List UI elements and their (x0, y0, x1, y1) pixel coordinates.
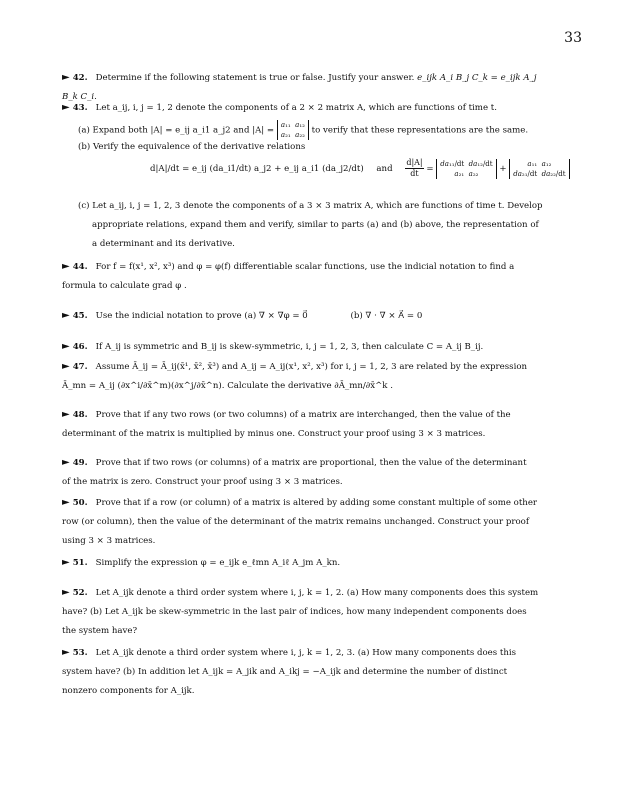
problem-43-b: (b) Verify the equivalence of the derivative relations (78, 142, 306, 152)
problem-42: ► 42. Determine if the following statement is true or false. Justify your answer. e_ijk A_i B_j C_k = e_ijk A_j B_k C_i. (62, 72, 537, 102)
triangle-marker-icon: ► (62, 409, 70, 420)
triangle-marker-icon: ► (62, 361, 70, 372)
problem-48: ► 48. Prove that if any two rows (or two columns) of a matrix are interchanged, then the value of the determinant of the matrix is multiplied by minus one. Construct your proof using 3 × 3 matrices. (62, 409, 511, 439)
problem-45: ► 45. Use the indicial notation to prove (a) ∇ × ∇φ = 0⃗ (b) ∇ · ∇ × A⃗ = 0 (62, 310, 423, 321)
triangle-marker-icon: ► (62, 102, 70, 113)
problem-49: ► 49. Prove that if two rows (or columns) of a matrix are proportional, then the value of the determinant of the matrix is zero. Construct your proof using 3 × 3 matrices. (62, 457, 527, 487)
triangle-marker-icon: ► (62, 261, 70, 272)
problem-46: ► 46. If A_ij is symmetric and B_ij is skew-symmetric, i, j = 1, 2, 3, then calculate C = A_ij B_ij. (62, 341, 484, 352)
problem-47: ► 47. Assume Ā_ij = Ā_ij(x̄¹, x̄², x̄³) and A_ij = A_ij(x¹, x², x³) for i, j = 1, 2, 3 are related by the expression Ā_mn = A_ij (∂x^i/∂x̄^m)(∂x^j/∂x̄^n). Calculate the derivative ∂Ā_mn/∂x̄^k . (62, 361, 528, 391)
p42-math: e_ijk A_i B_j C_k = e_ijk A_j B_k C_i. (62, 73, 537, 102)
det-derivative-1: da₁₁/dt da₁₂/dt a₂₁ a₂₂ (436, 159, 496, 179)
problem-50: ► 50. Prove that if a row (or column) of a matrix is altered by adding some constant multiple of some other row (or column), then the value of the determinant of the matrix remains unchanged. Construct your proof using 3 × 3 matrices. (62, 497, 538, 546)
problem-44: ► 44. For f = f(x¹, x², x³) and φ = φ(f) differentiable scalar functions, use the indicial notation to find a formula to calculate grad φ . (62, 261, 515, 291)
det-derivative-2: a₁₁ a₁₂ da₂₁/dt da₂₂/dt (509, 159, 569, 179)
triangle-marker-icon: ► (62, 72, 70, 83)
problem-52: ► 52. Let A_ijk denote a third order system where i, j, k = 1, 2. (a) How many components does this system have? (b) Let A_ijk be skew-symmetric in the last pair of indices, how many independent components does the system have? (62, 587, 539, 636)
triangle-marker-icon: ► (62, 647, 70, 658)
triangle-marker-icon: ► (62, 557, 70, 568)
problem-43: ► 43. Let a_ij, i, j = 1, 2 denote the components of a 2 × 2 matrix A, which are functions of time t. (62, 102, 497, 113)
p43-derivative-equation: d|A|/dt = e_ij (da_i1/dt) a_j2 + e_ij a_i1 (da_j2/dt) and $\frac{d|A|}{dt}$ = da₁₁/dt da₁₂/dt a₂₁ a₂₂ + a₁₁ a₁₂ da₂₁/dt da₂₂/dt (150, 158, 570, 179)
det-2x2: a₁₁ a₁₂ a₂₁ a₂₂ (277, 120, 309, 140)
triangle-marker-icon: ► (62, 497, 70, 508)
problem-43-a: (a) Expand both |A| = e_ij a_i1 a_j2 and |A| = a₁₁ a₁₂ a₂₁ a₂₂ to verify that these representations are the same. (78, 121, 529, 139)
problem-43-c: (c) Let a_ij, i, j = 1, 2, 3 denote the components of a 3 × 3 matrix A, which are functions of time t. Develop appropriate relations, expand them and verify, similar to parts (a) and (b) above, the representation of a determinant and its derivative. (78, 201, 543, 249)
triangle-marker-icon: ► (62, 587, 70, 598)
problem-51: ► 51. Simplify the expression φ = e_ijk e_ℓmn A_iℓ A_jm A_kn. (62, 557, 341, 568)
triangle-marker-icon: ► (62, 341, 70, 352)
triangle-marker-icon: ► (62, 310, 70, 321)
page-number: 33 (564, 30, 582, 46)
triangle-marker-icon: ► (62, 457, 70, 468)
problem-53: ► 53. Let A_ijk denote a third order system where i, j, k = 1, 2, 3. (a) How many components does this system have? (b) In addition let A_ijk = A_jik and A_ikj = −A_ijk and determine the number of distinct nonzero components for A_ijk. (62, 647, 517, 696)
